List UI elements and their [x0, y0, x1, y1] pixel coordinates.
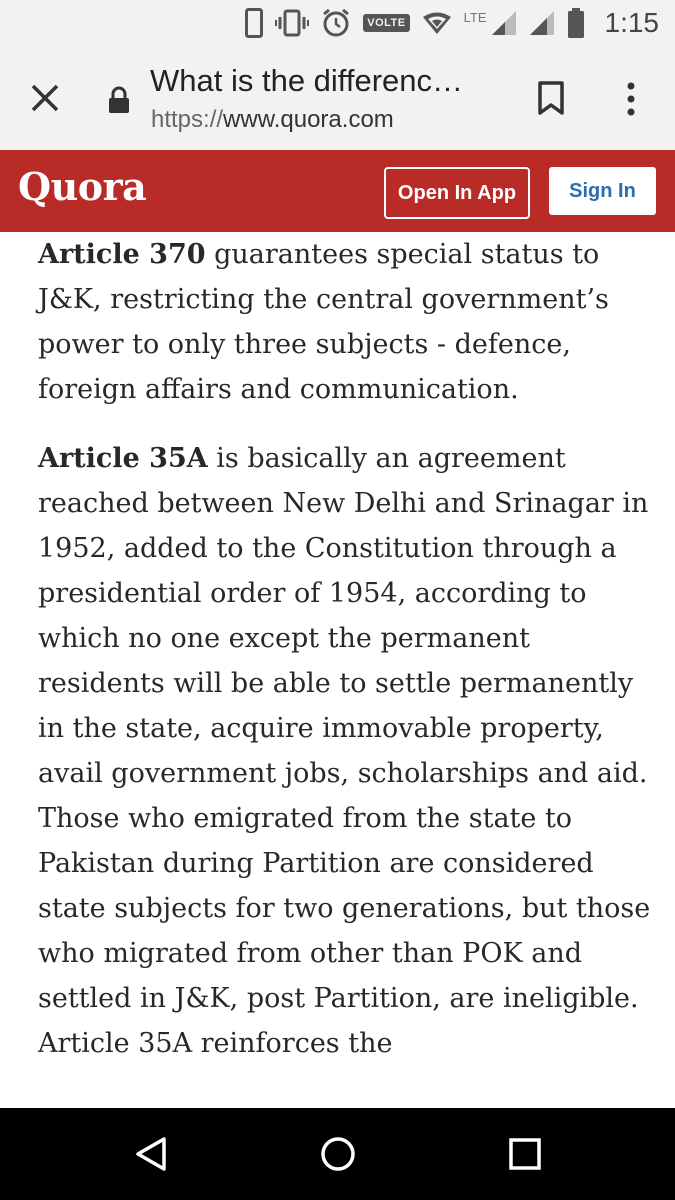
network-type-label: LTE — [463, 10, 487, 25]
url-scheme: https:// — [151, 106, 224, 133]
home-icon[interactable] — [320, 1136, 356, 1172]
answer-text: guarantees special status to J&K, restricting the central government’s power to only three subjects - defence, foreign affairs and communication. — [38, 239, 609, 405]
signal-icon — [491, 10, 517, 36]
answer-body — [38, 232, 658, 1066]
answer-text: is basically an agreement reached between New Delhi and Srinagar in 1952, added to the Constitution through a presidential order of 1954, according to which no one except the permanent residents will be able to settle permanently in the state, acquire immovable property, avail government jobs, scholarships and aid. Those who emigrated from the state to Pakistan during Partition are considered state subjects for two generations, but those who migrated from other than POK and settled in J&K, post Partition, are ineligible. Article 35A reinforces the — [38, 443, 651, 1059]
more-vert-icon[interactable] — [620, 81, 642, 117]
clock: 1:15 — [604, 6, 659, 38]
close-icon[interactable] — [28, 81, 62, 115]
lock-icon — [107, 86, 131, 114]
answer-term: Article 35A — [38, 443, 208, 474]
navigation-bar — [0, 1108, 675, 1200]
answer-paragraph — [38, 436, 658, 1066]
wifi-icon — [422, 11, 452, 35]
recents-icon[interactable] — [509, 1138, 541, 1170]
open-in-app-button[interactable]: Open In App — [384, 167, 530, 219]
bookmark-icon[interactable] — [536, 81, 566, 115]
sign-in-button[interactable]: Sign In — [549, 167, 656, 215]
quora-header — [0, 150, 675, 232]
battery-icon — [567, 8, 585, 38]
page-title: What is the differenc… — [150, 63, 464, 98]
page-url — [151, 106, 394, 134]
vibrate-icon — [275, 9, 309, 37]
status-bar — [0, 0, 675, 45]
answer-term: Article 370 — [38, 239, 206, 270]
volte-badge: VOLTE — [363, 14, 409, 32]
phone-icon — [245, 8, 263, 38]
browser-toolbar — [0, 45, 675, 150]
answer-content[interactable] — [0, 232, 675, 1108]
answer-paragraph — [38, 232, 658, 412]
url-host: www.quora.com — [223, 106, 394, 133]
signal-icon — [529, 10, 555, 36]
quora-logo[interactable]: Quora — [18, 164, 147, 209]
back-icon[interactable] — [134, 1136, 168, 1172]
alarm-icon — [321, 8, 351, 38]
